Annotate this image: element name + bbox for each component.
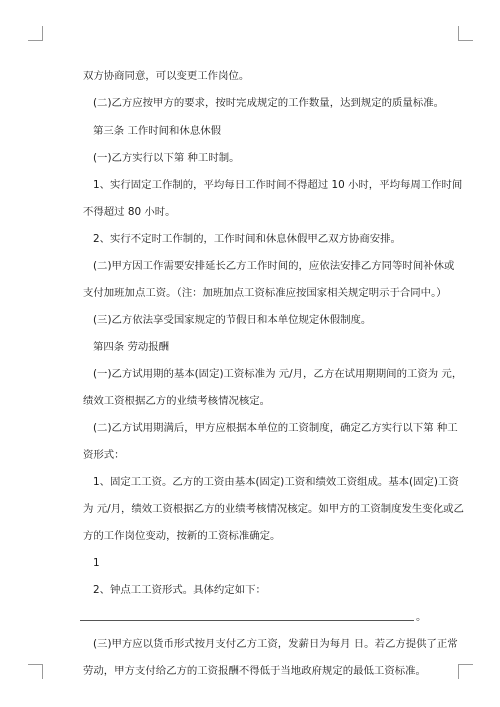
crop-mark-bottom-right — [458, 664, 473, 679]
paragraph-line: (二)甲方因工作需要安排延长乙方工作时间的，应依法安排乙方同等时间补休或 — [93, 260, 455, 272]
paragraph-line: (二)乙方试用期满后，甲方应根据本单位的工资制度，确定乙方实行以下第 种工 — [93, 422, 458, 434]
paragraph-line: 方的工作岗位变动，按新的工资标准确定。 — [83, 530, 281, 542]
crop-mark-top-left — [28, 26, 43, 41]
paragraph-line: (三)乙方依法享受国家规定的节假日和本单位规定休假制度。 — [93, 314, 372, 326]
paragraph-line: 不得超过 80 小时。 — [83, 206, 176, 218]
crop-mark-top-right — [458, 26, 473, 41]
paragraph-line: 2、实行不定时工作制的，工作时间和休息休假甲乙双方协商安排。 — [93, 233, 401, 245]
crop-mark-bottom-left — [28, 664, 43, 679]
paragraph-line: 资形式： — [83, 449, 125, 461]
paragraph-line: 绩效工资根据乙方的业绩考核情况核定。 — [83, 395, 271, 407]
paragraph-line: (二)乙方应按甲方的要求，按时完成规定的工作数量，达到规定的质量标准。 — [93, 97, 444, 109]
blank-end-mark: 。 — [416, 611, 427, 623]
paragraph-line: (一)乙方试用期的基本(固定)工资标准为 元/月，乙方在试用期期间的工资为 元， — [93, 368, 463, 380]
page-number: 1 — [93, 557, 100, 569]
paragraph-line: 1、实行固定工作制的，平均每日工作时间不得超过 10 小时，平均每周工作时间 — [93, 179, 463, 191]
paragraph-line: 双方协商同意，可以变更工作岗位。 — [83, 70, 250, 82]
paragraph-line: 1、固定工工资。乙方的工资由基本(固定)工资和绩效工资组成。基本(固定)工资 — [93, 476, 459, 488]
paragraph-line: 劳动，甲方支付给乙方的工资报酬不得低于当地政府规定的最低工资标准。 — [83, 665, 426, 677]
paragraph-line: 为 元/月，绩效工资根据乙方的业绩考核情况核定。如甲方的工资制度发生变化或乙 — [83, 503, 464, 515]
paragraph-line: (三)甲方应以货币形式按月支付乙方工资，发薪日为每月 日。若乙方提供了正常 — [93, 638, 458, 650]
paragraph-line: 2、钟点工工资形式。具体约定如下： — [93, 584, 266, 596]
section-heading: 第四条 劳动报酬 — [93, 341, 170, 353]
paragraph-line: 支付加班加点工资。（注：加班加点工资标准应按国家相关规定明示于合同中。） — [83, 287, 447, 299]
paragraph-line: (一)乙方实行以下第 种工时制。 — [93, 152, 240, 164]
section-heading: 第三条 工作时间和休息休假 — [93, 125, 221, 137]
fill-in-blank-line — [80, 620, 414, 621]
